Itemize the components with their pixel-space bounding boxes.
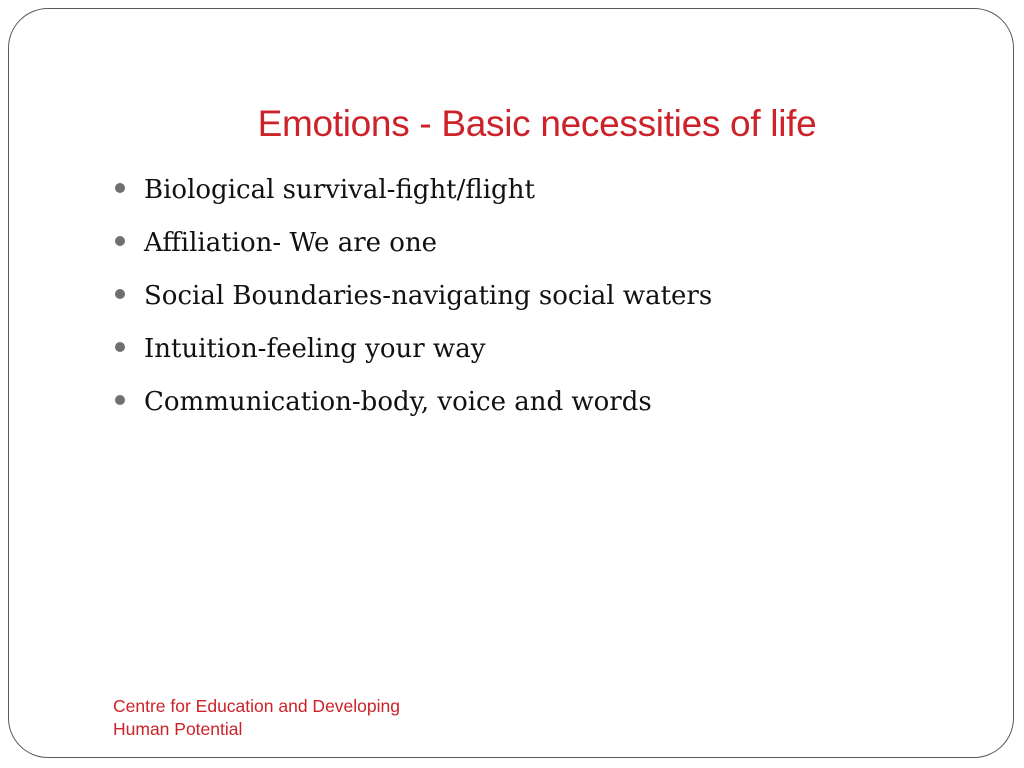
bullet-text: Communication-body, voice and words: [144, 387, 652, 417]
bullet-text: Affiliation- We are one: [144, 228, 438, 258]
footer-line-1: Centre for Education and Developing: [113, 696, 400, 716]
slide-footer: [113, 695, 400, 741]
bullet-text: Social Boundaries-navigating social waters: [144, 281, 713, 311]
bullet-text: Biological survival-fight/flight: [144, 175, 535, 205]
bullet-dot-icon: [115, 395, 125, 405]
bullet-dot-icon: [115, 183, 125, 193]
bullet-dot-icon: [115, 236, 125, 246]
slide-title: Emotions - Basic necessities of life: [257, 103, 817, 144]
bullet-text: Intuition-feeling your way: [144, 334, 486, 364]
bullet-dot-icon: [115, 342, 125, 352]
bullet-dot-icon: [115, 289, 125, 299]
footer-line-2: Human Potential: [113, 719, 243, 739]
